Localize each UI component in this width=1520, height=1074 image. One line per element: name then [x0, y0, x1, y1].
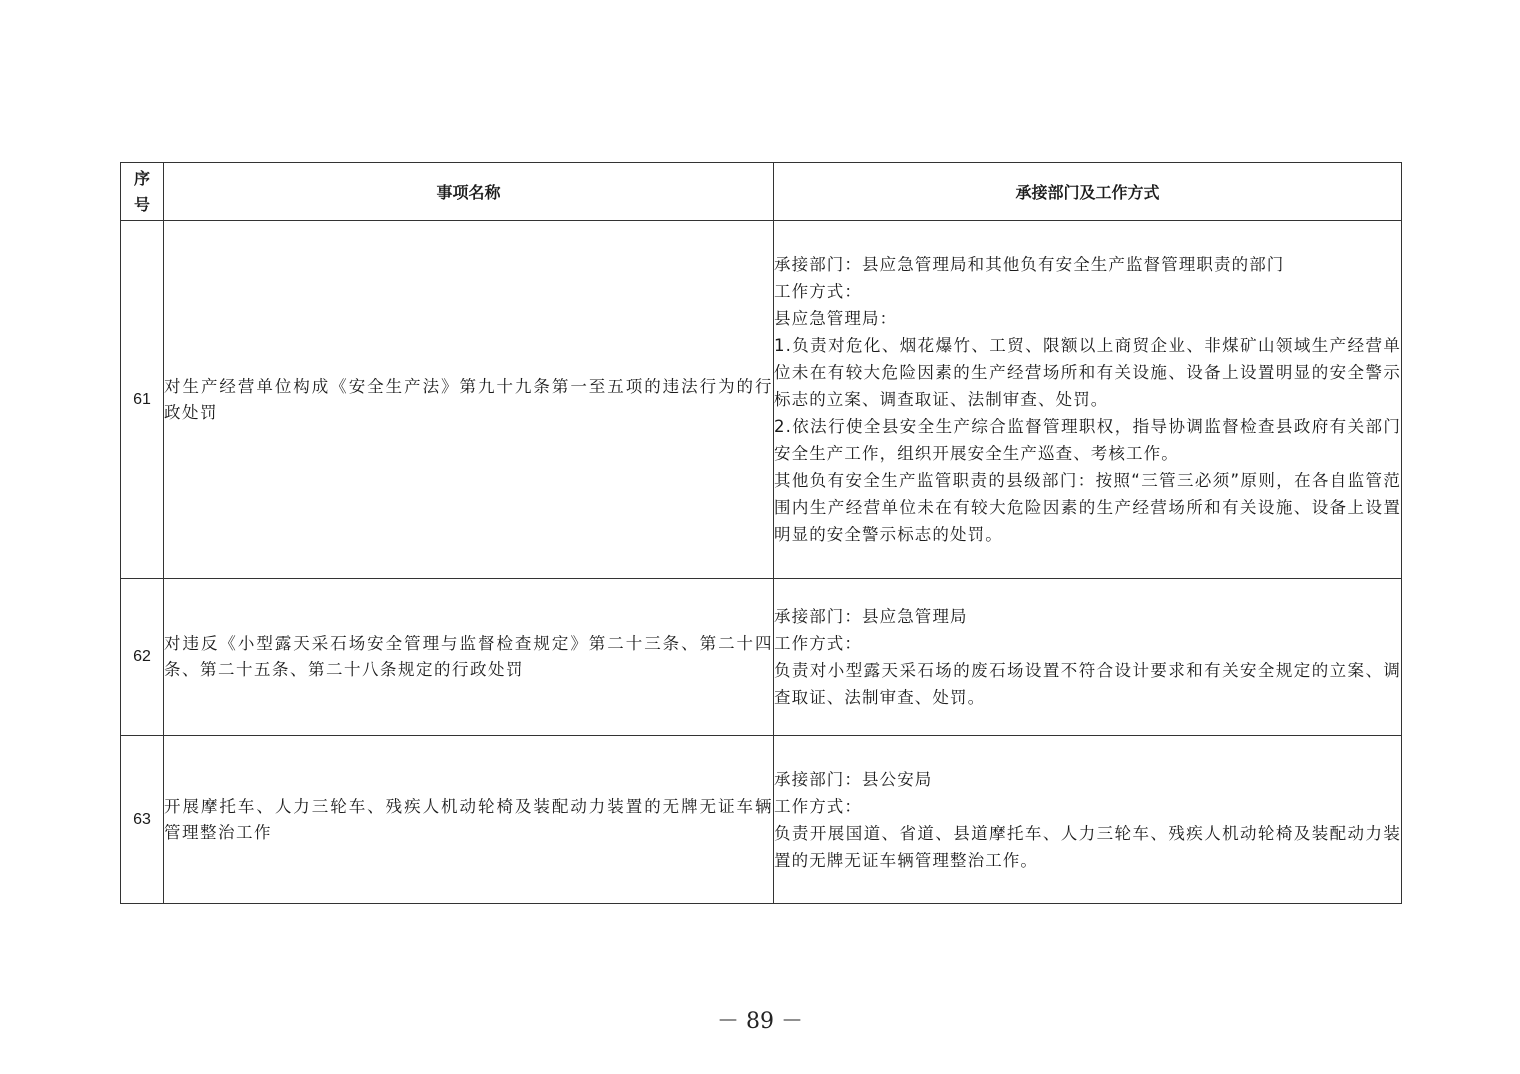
dept-cell — [774, 736, 1402, 904]
table-row — [121, 579, 1402, 736]
dept-cell — [774, 221, 1402, 579]
dept-cell — [774, 579, 1402, 736]
page-number: － 89 － — [717, 1009, 803, 1034]
dept-line: 承接部门：县应急管理局 — [774, 607, 968, 626]
dept-line: 工作方式： — [774, 634, 862, 653]
table-row — [121, 221, 1402, 579]
matter-name: 开展摩托车、人力三轮车、残疾人机动轮椅及装配动力装置的无牌无证车辆管理整治工作 — [164, 736, 774, 904]
header-seq-line2: 号 — [133, 194, 150, 214]
row-number: 63 — [121, 736, 164, 904]
dept-line: 承接部门：县公安局 — [774, 769, 933, 789]
table-header-row — [121, 163, 1402, 221]
table-row — [121, 736, 1402, 904]
dept-line: 负责对小型露天采石场的废石场设置不符合设计要求和有关安全规定的立案、调查取证、法制审查、处罚。 — [774, 661, 1401, 707]
dept-line: 工作方式： — [774, 796, 862, 816]
dept-line: 县应急管理局： — [774, 309, 898, 328]
matters-table — [120, 162, 1402, 904]
dept-line: 工作方式： — [774, 282, 862, 301]
header-seq-line1: 序 — [133, 168, 150, 188]
dept-line: 1.负责对危化、烟花爆竹、工贸、限额以上商贸企业、非煤矿山领域生产经营单位未在有较大危险因素的生产经营场所和有关设施、设备上设置明显的安全警示标志的立案、调查取证、法制审查、处罚。 — [774, 336, 1401, 409]
dept-line: 其他负有安全生产监管职责的县级部门：按照“三管三必须”原则，在各自监管范围内生产经营单位未在有较大危险因素的生产经营场所和有关设施、设备上设置明显的安全警示标志的处罚。 — [774, 471, 1401, 544]
matter-name: 对生产经营单位构成《安全生产法》第九十九条第一至五项的违法行为的行政处罚 — [164, 221, 774, 579]
dept-line: 负责开展国道、省道、县道摩托车、人力三轮车、残疾人机动轮椅及装配动力装置的无牌无证车辆管理整治工作。 — [774, 823, 1401, 870]
row-number: 61 — [121, 221, 164, 579]
dept-line: 承接部门：县应急管理局和其他负有安全生产监督管理职责的部门 — [774, 255, 1285, 274]
dept-line: 2.依法行使全县安全生产综合监督管理职权，指导协调监督检查县政府有关部门安全生产工作，组织开展安全生产巡查、考核工作。 — [774, 417, 1401, 463]
header-seq — [121, 163, 164, 221]
matter-name: 对违反《小型露天采石场安全管理与监督检查规定》第二十三条、第二十四条、第二十五条、第二十八条规定的行政处罚 — [164, 579, 774, 736]
header-name: 事项名称 — [164, 163, 774, 221]
header-dept: 承接部门及工作方式 — [774, 163, 1402, 221]
row-number: 62 — [121, 579, 164, 736]
